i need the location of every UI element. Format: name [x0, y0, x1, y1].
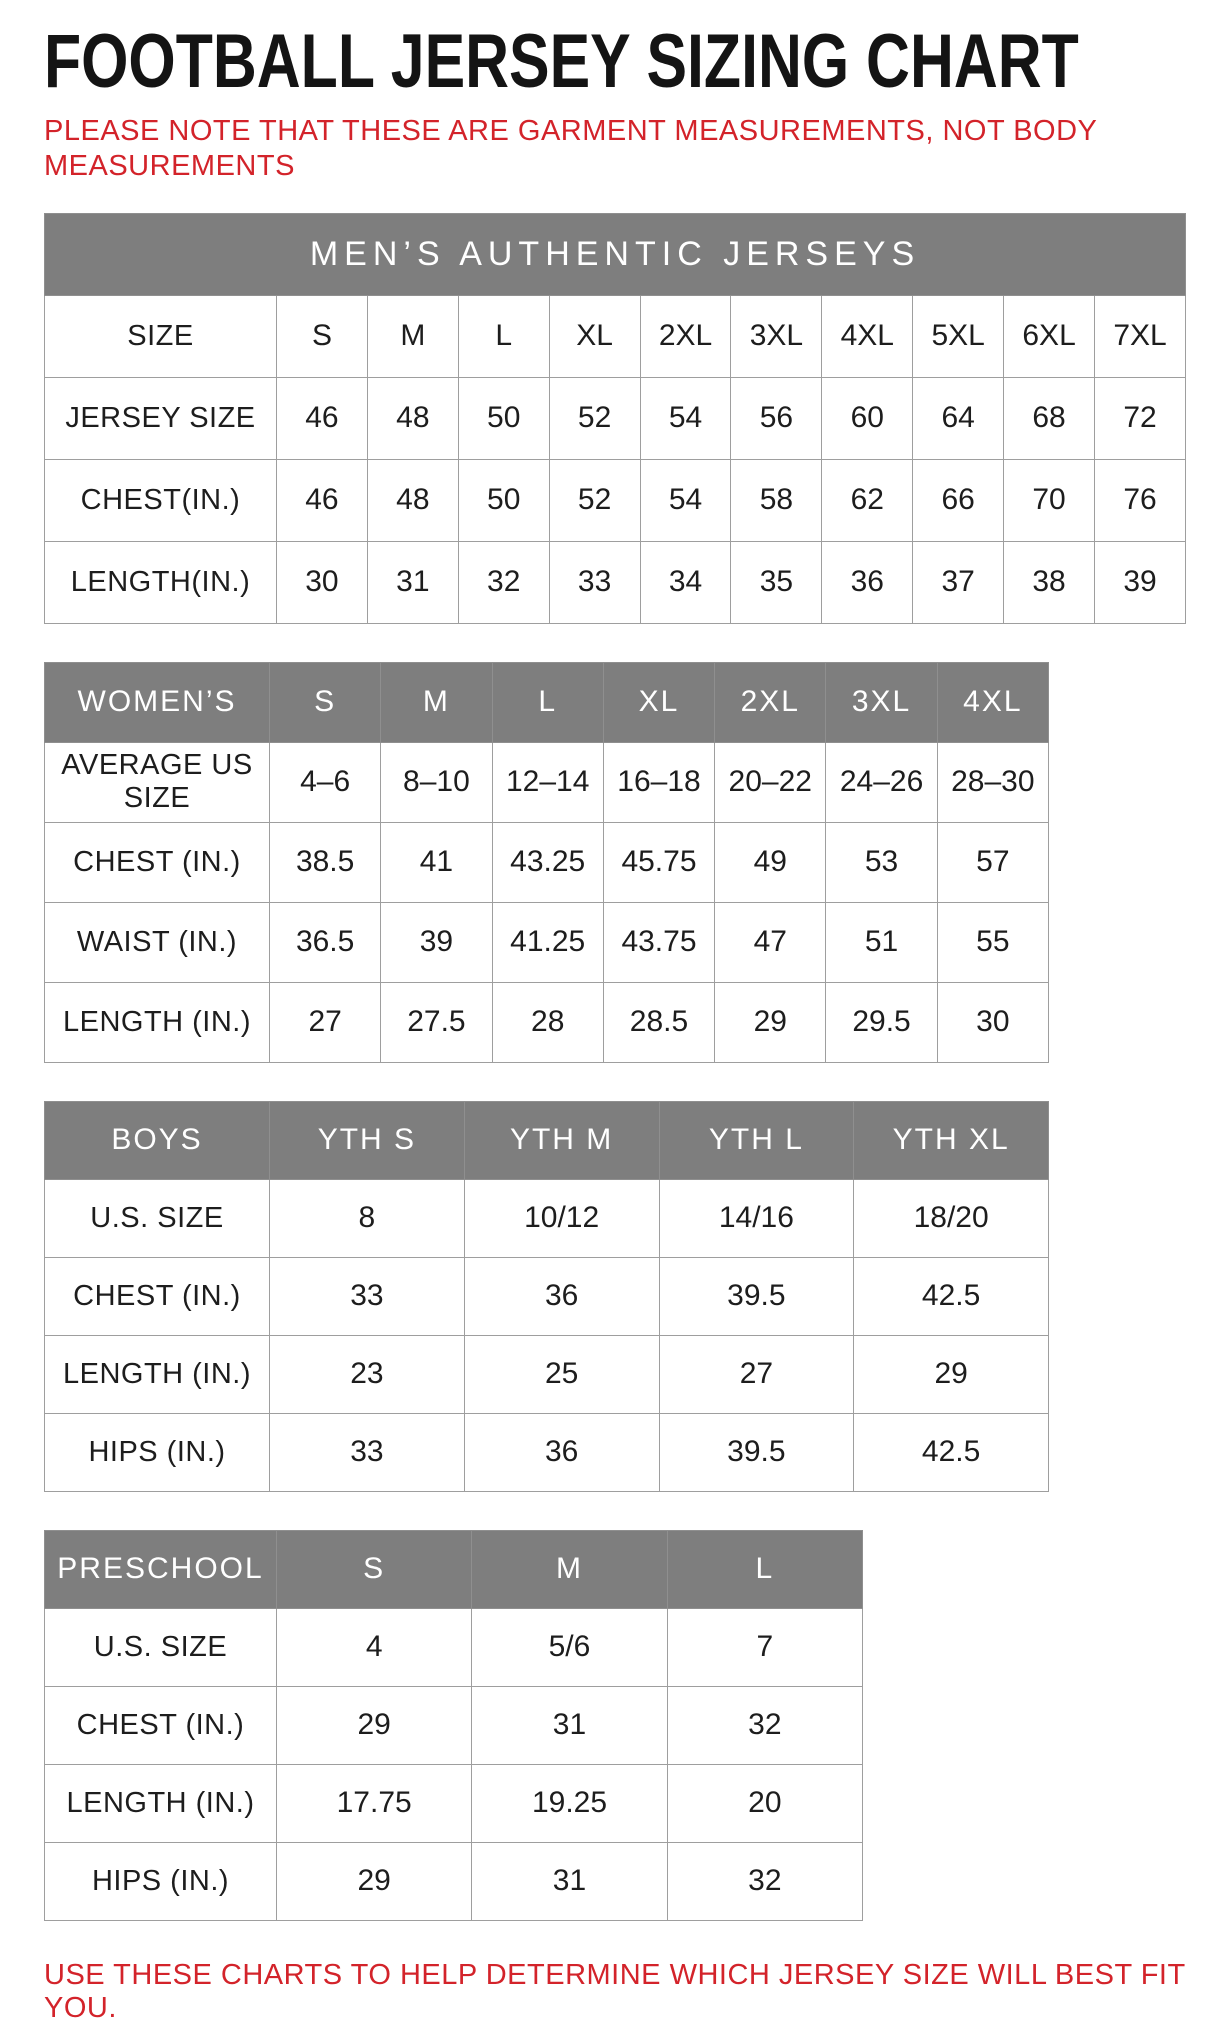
value-cell: 20–22 [715, 742, 826, 822]
value-cell: 33 [270, 1413, 465, 1491]
value-cell: 43.25 [492, 822, 603, 902]
preschool-table-row [45, 1764, 863, 1842]
value-cell: L [458, 295, 549, 377]
value-cell: 32 [667, 1842, 862, 1920]
row-label: SIZE [45, 295, 277, 377]
mens-table-row [45, 377, 1186, 459]
mens-table [44, 213, 1186, 624]
value-cell: 14/16 [659, 1179, 854, 1257]
boys-size-column-header: YTH L [659, 1101, 854, 1179]
value-cell: 29.5 [826, 982, 937, 1062]
value-cell: 41 [381, 822, 492, 902]
value-cell: 60 [822, 377, 913, 459]
value-cell: 32 [667, 1686, 862, 1764]
value-cell: 29 [277, 1842, 472, 1920]
row-label: U.S. SIZE [45, 1608, 277, 1686]
preschool-table-row [45, 1686, 863, 1764]
value-cell: 10/12 [464, 1179, 659, 1257]
value-cell: 56 [731, 377, 822, 459]
preschool-size-column-header: S [277, 1530, 472, 1608]
womens-size-column-header: XL [603, 662, 714, 742]
value-cell: 35 [731, 541, 822, 623]
value-cell: 38.5 [270, 822, 381, 902]
value-cell: 4–6 [270, 742, 381, 822]
row-label: HIPS (IN.) [45, 1413, 270, 1491]
value-cell: 68 [1004, 377, 1095, 459]
value-cell: 54 [640, 459, 731, 541]
value-cell: 5/6 [472, 1608, 667, 1686]
womens-size-column-header: L [492, 662, 603, 742]
value-cell: 53 [826, 822, 937, 902]
row-label: JERSEY SIZE [45, 377, 277, 459]
footer-note: USE THESE CHARTS TO HELP DETERMINE WHICH JERSEY SIZE WILL BEST FIT YOU. [44, 1958, 1186, 2024]
value-cell: 16–18 [603, 742, 714, 822]
value-cell: 4XL [822, 295, 913, 377]
value-cell: 70 [1004, 459, 1095, 541]
row-label: AVERAGE US SIZE [45, 742, 270, 822]
value-cell: 17.75 [277, 1764, 472, 1842]
mens-authentic-jerseys-table [44, 213, 1186, 624]
boys-size-column-header: YTH XL [854, 1101, 1049, 1179]
value-cell: 42.5 [854, 1257, 1049, 1335]
row-label: LENGTH (IN.) [45, 1335, 270, 1413]
value-cell: 4 [277, 1608, 472, 1686]
womens-size-column-header: 3XL [826, 662, 937, 742]
boys-table-row [45, 1257, 1049, 1335]
value-cell: 33 [549, 541, 640, 623]
value-cell: 64 [913, 377, 1004, 459]
value-cell: 46 [277, 377, 368, 459]
value-cell: 7XL [1095, 295, 1186, 377]
value-cell: 66 [913, 459, 1004, 541]
womens-size-column-header: 2XL [715, 662, 826, 742]
value-cell: 43.75 [603, 902, 714, 982]
preschool-sizing-table [44, 1530, 1186, 1921]
value-cell: 29 [854, 1335, 1049, 1413]
value-cell: 76 [1095, 459, 1186, 541]
value-cell: 38 [1004, 541, 1095, 623]
value-cell: 23 [270, 1335, 465, 1413]
value-cell: 3XL [731, 295, 822, 377]
value-cell: XL [549, 295, 640, 377]
value-cell: 29 [277, 1686, 472, 1764]
value-cell: 30 [277, 541, 368, 623]
value-cell: 28.5 [603, 982, 714, 1062]
womens-size-column-header: M [381, 662, 492, 742]
page-title: FOOTBALL JERSEY SIZING CHART [44, 19, 1079, 104]
value-cell: 45.75 [603, 822, 714, 902]
value-cell: 54 [640, 377, 731, 459]
row-label: LENGTH (IN.) [45, 1764, 277, 1842]
value-cell: 39 [381, 902, 492, 982]
value-cell: 51 [826, 902, 937, 982]
value-cell: 39.5 [659, 1257, 854, 1335]
row-label: CHEST (IN.) [45, 1686, 277, 1764]
value-cell: 52 [549, 377, 640, 459]
boys-table-row [45, 1179, 1049, 1257]
value-cell: S [277, 295, 368, 377]
preschool-table [44, 1530, 863, 1921]
preschool-size-column-header: L [667, 1530, 862, 1608]
womens-table [44, 662, 1049, 1063]
value-cell: 20 [667, 1764, 862, 1842]
value-cell: 32 [458, 541, 549, 623]
value-cell: 36 [464, 1257, 659, 1335]
boys-sizing-table [44, 1101, 1186, 1492]
value-cell: 46 [277, 459, 368, 541]
value-cell: 48 [367, 459, 458, 541]
boys-table-row [45, 1335, 1049, 1413]
value-cell: 29 [715, 982, 826, 1062]
value-cell: 48 [367, 377, 458, 459]
womens-header-label: WOMEN’S [45, 662, 270, 742]
mens-table-row [45, 295, 1186, 377]
value-cell: 19.25 [472, 1764, 667, 1842]
value-cell: 28–30 [937, 742, 1048, 822]
womens-table-row [45, 742, 1049, 822]
value-cell: M [367, 295, 458, 377]
womens-sizing-table [44, 662, 1186, 1063]
value-cell: 12–14 [492, 742, 603, 822]
value-cell: 42.5 [854, 1413, 1049, 1491]
row-label: WAIST (IN.) [45, 902, 270, 982]
value-cell: 28 [492, 982, 603, 1062]
value-cell: 25 [464, 1335, 659, 1413]
preschool-header-label: PRESCHOOL [45, 1530, 277, 1608]
value-cell: 27 [270, 982, 381, 1062]
value-cell: 50 [458, 377, 549, 459]
value-cell: 30 [937, 982, 1048, 1062]
value-cell: 58 [731, 459, 822, 541]
value-cell: 33 [270, 1257, 465, 1335]
value-cell: 36 [822, 541, 913, 623]
garment-measurements-note: PLEASE NOTE THAT THESE ARE GARMENT MEASUREMENTS, NOT BODY MEASUREMENTS [44, 115, 1097, 183]
value-cell: 31 [472, 1842, 667, 1920]
value-cell: 62 [822, 459, 913, 541]
womens-size-column-header: S [270, 662, 381, 742]
value-cell: 52 [549, 459, 640, 541]
row-label: LENGTH(IN.) [45, 541, 277, 623]
mens-table-row [45, 541, 1186, 623]
value-cell: 31 [367, 541, 458, 623]
mens-table-title: MEN’S AUTHENTIC JERSEYS [45, 213, 1186, 295]
row-label: U.S. SIZE [45, 1179, 270, 1257]
womens-size-column-header: 4XL [937, 662, 1048, 742]
value-cell: 47 [715, 902, 826, 982]
row-label: CHEST (IN.) [45, 822, 270, 902]
value-cell: 57 [937, 822, 1048, 902]
value-cell: 39.5 [659, 1413, 854, 1491]
value-cell: 18/20 [854, 1179, 1049, 1257]
boys-table-row [45, 1413, 1049, 1491]
value-cell: 7 [667, 1608, 862, 1686]
value-cell: 6XL [1004, 295, 1095, 377]
value-cell: 24–26 [826, 742, 937, 822]
value-cell: 49 [715, 822, 826, 902]
value-cell: 36 [464, 1413, 659, 1491]
preschool-table-row [45, 1608, 863, 1686]
value-cell: 72 [1095, 377, 1186, 459]
value-cell: 27 [659, 1335, 854, 1413]
value-cell: 34 [640, 541, 731, 623]
value-cell: 55 [937, 902, 1048, 982]
mens-table-row [45, 459, 1186, 541]
value-cell: 50 [458, 459, 549, 541]
value-cell: 36.5 [270, 902, 381, 982]
preschool-table-row [45, 1842, 863, 1920]
boys-table [44, 1101, 1049, 1492]
value-cell: 37 [913, 541, 1004, 623]
womens-table-row [45, 822, 1049, 902]
value-cell: 31 [472, 1686, 667, 1764]
value-cell: 39 [1095, 541, 1186, 623]
row-label: CHEST (IN.) [45, 1257, 270, 1335]
boys-size-column-header: YTH S [270, 1101, 465, 1179]
preschool-size-column-header: M [472, 1530, 667, 1608]
value-cell: 5XL [913, 295, 1004, 377]
value-cell: 8 [270, 1179, 465, 1257]
row-label: CHEST(IN.) [45, 459, 277, 541]
value-cell: 27.5 [381, 982, 492, 1062]
row-label: HIPS (IN.) [45, 1842, 277, 1920]
boys-header-label: BOYS [45, 1101, 270, 1179]
row-label: LENGTH (IN.) [45, 982, 270, 1062]
value-cell: 41.25 [492, 902, 603, 982]
value-cell: 2XL [640, 295, 731, 377]
boys-size-column-header: YTH M [464, 1101, 659, 1179]
value-cell: 8–10 [381, 742, 492, 822]
womens-table-row [45, 902, 1049, 982]
womens-table-row [45, 982, 1049, 1062]
